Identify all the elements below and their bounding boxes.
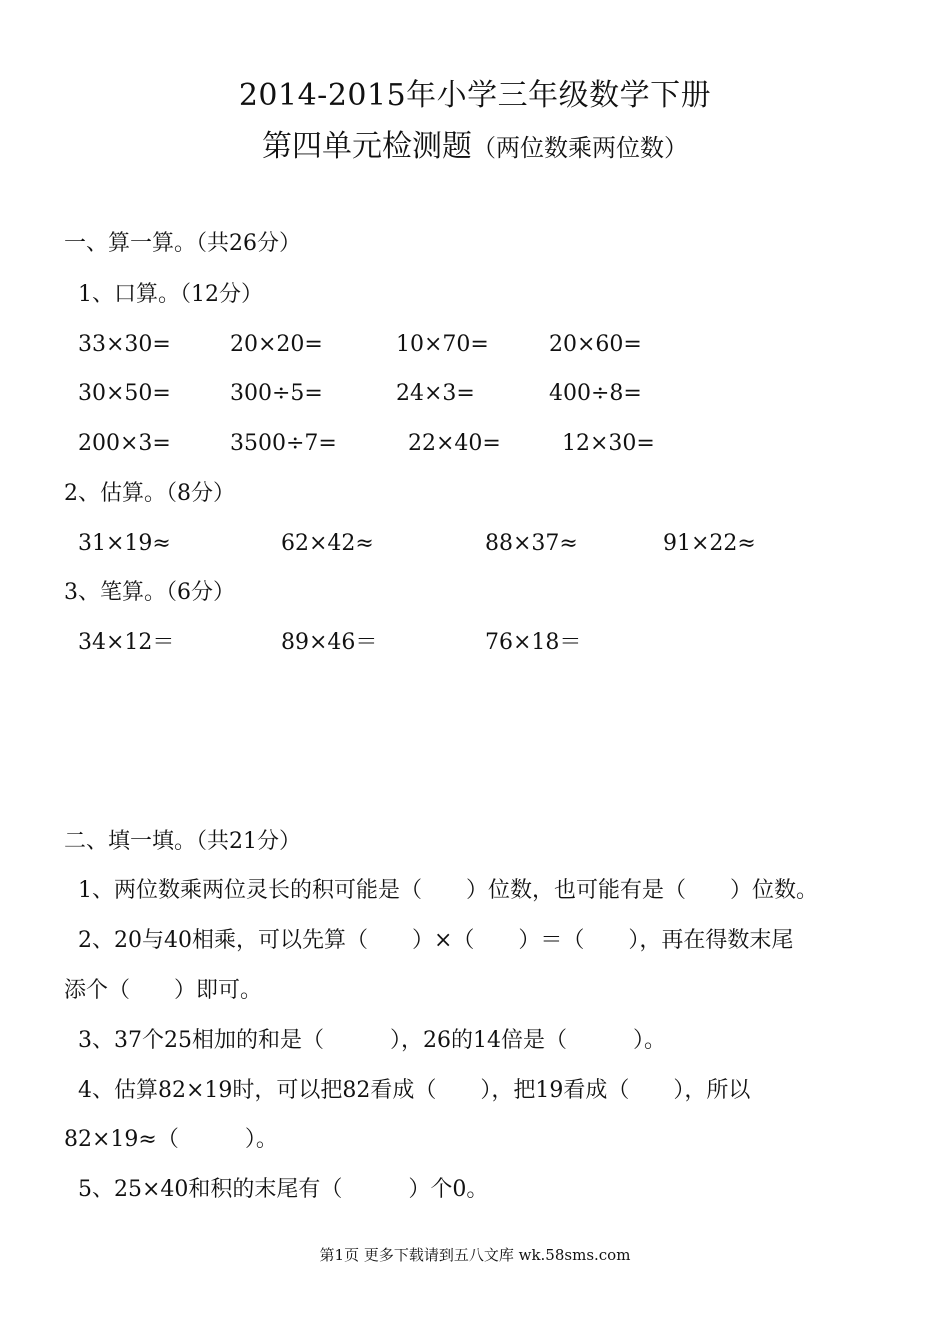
page-title: 2014-2015年小学三年级数学下册 (238, 78, 712, 113)
fill-question-4: 4、估算82×19时，可以把82看成（ ），把19看成（ ），所以 (78, 1078, 751, 1103)
written-calc-item: 76×18＝ (485, 630, 582, 655)
oral-calc-item: 400÷8= (549, 381, 642, 406)
fill-question-4-cont: 82×19≈（ ）。 (64, 1127, 278, 1152)
oral-calc-item: 3500÷7= (230, 431, 337, 456)
estimate-item: 62×42≈ (281, 531, 374, 556)
part3-heading: 3、笔算。（6分） (64, 580, 235, 605)
fill-question-2: 2、20与40相乘，可以先算（ ）×（ ）＝（ ），再在得数末尾 (78, 928, 794, 953)
oral-calc-item: 30×50= (78, 381, 171, 406)
estimate-item: 91×22≈ (663, 531, 756, 556)
written-calc-item: 89×46＝ (281, 630, 378, 655)
part2-heading: 2、估算。（8分） (64, 481, 235, 506)
page-subtitle (0, 127, 950, 168)
oral-calc-item: 24×3= (396, 381, 475, 406)
fill-question-1: 1、两位数乘两位灵长的积可能是（ ）位数，也可能有是（ ）位数。 (78, 878, 818, 903)
oral-calc-item: 33×30= (78, 332, 171, 357)
fill-question-3: 3、37个25相加的和是（ ），26的14倍是（ ）。 (78, 1028, 666, 1053)
oral-calc-item: 12×30= (562, 431, 655, 456)
written-calc-item: 34×12＝ (78, 630, 175, 655)
section2-heading: 二、填一填。（共21分） (64, 829, 301, 854)
oral-calc-item: 200×3= (78, 431, 171, 456)
oral-calc-item: 10×70= (396, 332, 489, 357)
estimate-item: 88×37≈ (485, 531, 578, 556)
oral-calc-item: 20×20= (230, 332, 323, 357)
part1-heading: 1、口算。（12分） (78, 282, 263, 307)
fill-question-2-cont: 添个（ ）即可。 (64, 978, 263, 1003)
oral-calc-item: 20×60= (549, 332, 642, 357)
oral-calc-item: 22×40= (408, 431, 501, 456)
subtitle-main: 第四单元检测题 (262, 129, 472, 164)
page-footer: 第1页 更多下载请到五八文库 wk.58sms.com (319, 1246, 631, 1264)
fill-question-5: 5、25×40和积的末尾有（ ）个0。 (78, 1177, 489, 1202)
estimate-item: 31×19≈ (78, 531, 171, 556)
oral-calc-item: 300÷5= (230, 381, 323, 406)
section1-heading: 一、算一算。（共26分） (64, 231, 301, 256)
subtitle-topic: （两位数乘两位数） (472, 134, 688, 162)
